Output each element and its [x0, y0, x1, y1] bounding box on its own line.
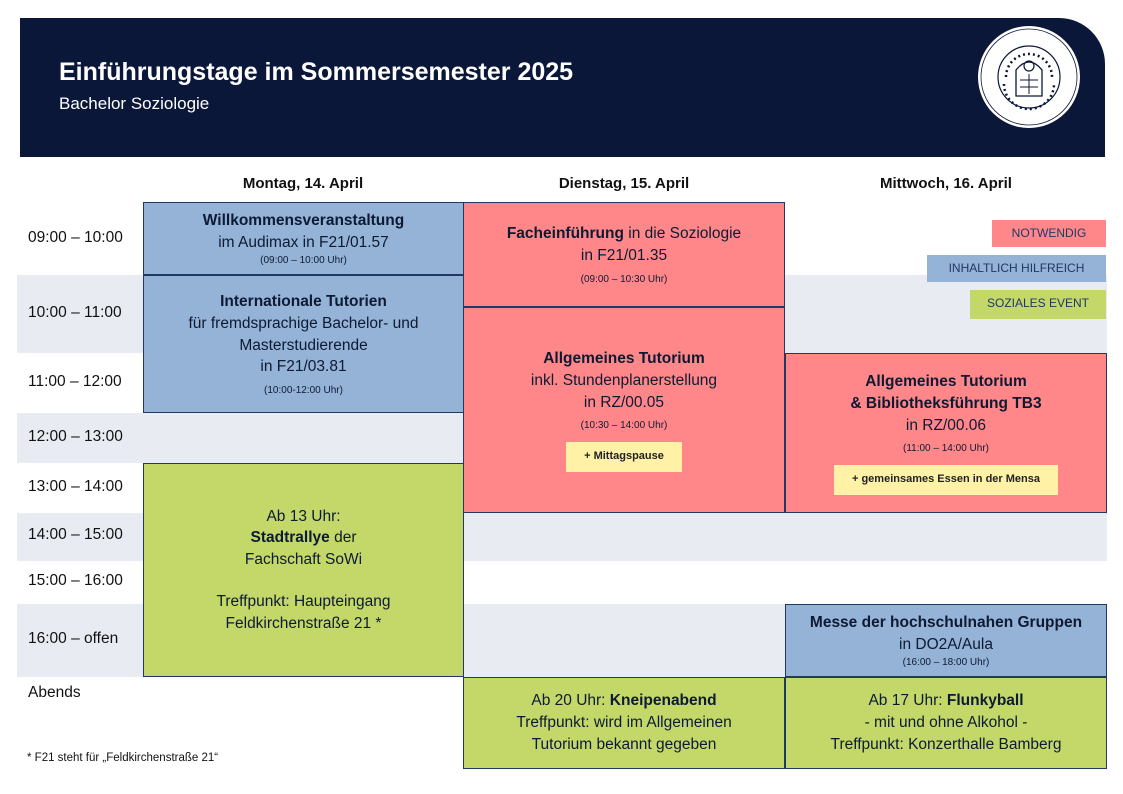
event-international-tutorials [143, 275, 464, 413]
page-subtitle: Bachelor Soziologie [59, 94, 210, 113]
event-meeting-point: Treffpunkt: Konzerthalle Bamberg [830, 735, 1062, 753]
time-label: 10:00 – 11:00 [28, 304, 122, 321]
event-time: (10:30 – 14:00 Uhr) [580, 420, 668, 432]
event-location: im Audimax in F21/01.57 [218, 233, 389, 251]
event-location: in DO2A/Aula [899, 635, 993, 653]
day-header-monday: Montag, 14. April [242, 175, 364, 192]
university-seal-logo [976, 24, 1082, 130]
time-label: 11:00 – 12:00 [28, 373, 122, 390]
legend-required: NOTWENDIG [992, 220, 1106, 247]
time-label: Abends [28, 684, 81, 701]
event-description: für fremdsprachige Bachelor- und [188, 314, 419, 332]
event-flunkyball [785, 677, 1107, 769]
event-location: in RZ/00.06 [905, 416, 987, 434]
event-meeting-point: Tutorium bekannt gegeben [531, 735, 717, 753]
event-location: in RZ/00.05 [583, 393, 665, 411]
event-group-fair [785, 604, 1107, 677]
event-description: inkl. Stundenplanerstellung [530, 371, 718, 389]
day-header-tuesday: Dienstag, 15. April [558, 175, 690, 192]
legend-helpful: INHALTLICH HILFREICH [927, 255, 1106, 282]
event-address: Feldkirchenstraße 21 * [225, 614, 382, 632]
event-general-tutorial [463, 307, 785, 513]
event-title: Facheinführung [506, 225, 624, 243]
legend-social: SOZIALES EVENT [970, 290, 1106, 319]
time-label: 12:00 – 13:00 [28, 428, 123, 445]
event-subject-intro [463, 202, 785, 307]
event-description: - mit und ohne Alkohol - [864, 714, 1028, 732]
event-title: & Bibliotheksführung TB3 [850, 394, 1042, 412]
event-location: in F21/03.81 [260, 358, 347, 376]
event-title: Allgemeines Tutorium [543, 350, 705, 368]
time-label: 15:00 – 16:00 [28, 572, 123, 589]
time-label: 13:00 – 14:00 [28, 478, 123, 495]
header-banner [20, 18, 1105, 157]
event-title-suffix: in die Soziologie [623, 225, 742, 243]
time-label: 14:00 – 15:00 [28, 526, 123, 543]
event-title: Allgemeines Tutorium [865, 373, 1027, 391]
event-title: Flunkyball [946, 692, 1024, 710]
event-title-suffix: der [329, 529, 357, 547]
event-start: Ab 13 Uhr: [266, 507, 341, 525]
event-time: (16:00 – 18:00 Uhr) [902, 657, 990, 669]
event-tutorial-library [785, 353, 1107, 513]
event-title: Stadtrallye [250, 529, 330, 547]
time-label: 16:00 – offen [28, 630, 119, 647]
event-time: (11:00 – 14:00 Uhr) [903, 443, 989, 455]
lunch-break-tag: + Mittagspause [566, 442, 682, 471]
event-pub-night [463, 677, 785, 769]
event-start: Ab 17 Uhr: [868, 692, 947, 710]
event-title: Internationale Tutorien [220, 293, 387, 311]
event-time: (10:00-12:00 Uhr) [264, 384, 343, 396]
footnote: * F21 steht für „Feldkirchenstraße 21“ [27, 752, 219, 764]
page-title: Einführungstage im Sommersemester 2025 [59, 58, 574, 86]
event-city-rally [143, 463, 464, 677]
time-label: 09:00 – 10:00 [28, 229, 123, 246]
event-meeting-point: Treffpunkt: Haupteingang [216, 592, 391, 610]
event-title: Messe der hochschulnahen Gruppen [809, 613, 1083, 631]
event-title: Kneipenabend [609, 692, 717, 710]
event-description: Masterstudierende [239, 336, 368, 354]
event-start: Ab 20 Uhr: [531, 692, 610, 710]
event-welcome [143, 202, 464, 275]
event-meeting-point: Treffpunkt: wird im Allgemeinen [516, 714, 732, 732]
day-header-wednesday: Mittwoch, 16. April [880, 175, 1012, 192]
event-time: (09:00 – 10:30 Uhr) [580, 273, 668, 285]
event-title: Willkommensveranstaltung [202, 211, 405, 229]
mensa-lunch-tag: + gemeinsames Essen in der Mensa [834, 465, 1058, 494]
event-time: (09:00 – 10:00 Uhr) [260, 255, 347, 267]
event-location: in F21/01.35 [580, 247, 668, 264]
event-organizer: Fachschaft SoWi [244, 551, 363, 569]
